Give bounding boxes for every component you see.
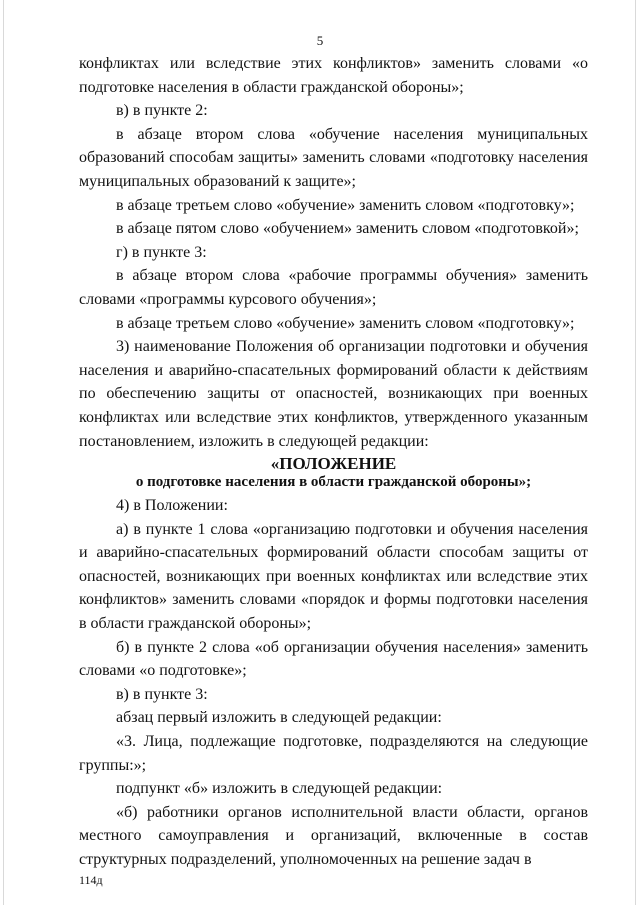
scan-edge-right — [635, 0, 636, 905]
paragraph: в абзаце втором слова «обучение населения муниципальных образований способам защиты» заменить словами «подготовку населения муниципальных образований к защите»; — [79, 125, 588, 190]
paragraph: 4) в Положении: — [116, 497, 228, 515]
paragraph: в абзаце третьем слово «обучение» заменить словом «подготовку»; — [116, 196, 575, 214]
scan-edge-left — [3, 0, 4, 905]
paragraph: в) в пункте 3: — [116, 685, 208, 703]
paragraph: г) в пункте 3: — [116, 243, 207, 261]
paragraph: а) в пункте 1 слова «организацию подготовки и обучения населения и аварийно-спасательных формирований области способам защиты от опасностей, возникающих при военных конфликтах или вследствие этих конфликтов» заменить словами «порядок и формы подготовки населения в области гражданской обороны»; — [79, 520, 588, 633]
section-heading-subtitle: о подготовке населения в области гражданской обороны»; — [135, 474, 532, 491]
document-body — [79, 52, 588, 872]
paragraph: «3. Лица, подлежащие подготовке, подразделяются на следующие группы:»; — [79, 733, 588, 774]
document-code: 114д — [79, 873, 103, 887]
paragraph: в абзаце третьем слово «обучение» заменить словом «подготовку»; — [116, 314, 575, 332]
paragraph: «б) работники органов исполнительной власти области, органов местного самоуправления и организаций, включенные в состав структурных подразделений, уполномоченных на решение задач в — [79, 803, 588, 868]
paragraph: в абзаце втором слова «рабочие программы обучения» заменить словами «программы курсового обучения»; — [79, 267, 588, 308]
section-heading-title: «ПОЛОЖЕНИЕ — [270, 454, 397, 474]
paragraph: в абзаце пятом слово «обучением» заменить словом «подготовкой»; — [116, 220, 579, 238]
paragraph: в) в пункте 2: — [116, 102, 208, 120]
paragraph: абзац первый изложить в следующей редакции: — [116, 709, 442, 727]
page-number: 5 — [316, 33, 324, 48]
paragraph: 3) наименование Положения об организации подготовки и обучения населения и аварийно-спасательных формирований области к действиям по обеспечению защиты от опасностей, возникающих при военных конфликтах или вследствие этих конфликтов, утвержденного указанным постановлением, изложить в следующей редакции: — [79, 338, 588, 450]
paragraph: б) в пункте 2 слова «об организации обучения населения» заменить словами «о подготовке»; — [79, 638, 588, 680]
paragraph-continuation: конфликтах или вследствие этих конфликтов» заменить словами «о подготовке населения в области гражданской обороны»; — [79, 55, 588, 96]
paragraph: подпункт «б» изложить в следующей редакции: — [116, 780, 443, 798]
